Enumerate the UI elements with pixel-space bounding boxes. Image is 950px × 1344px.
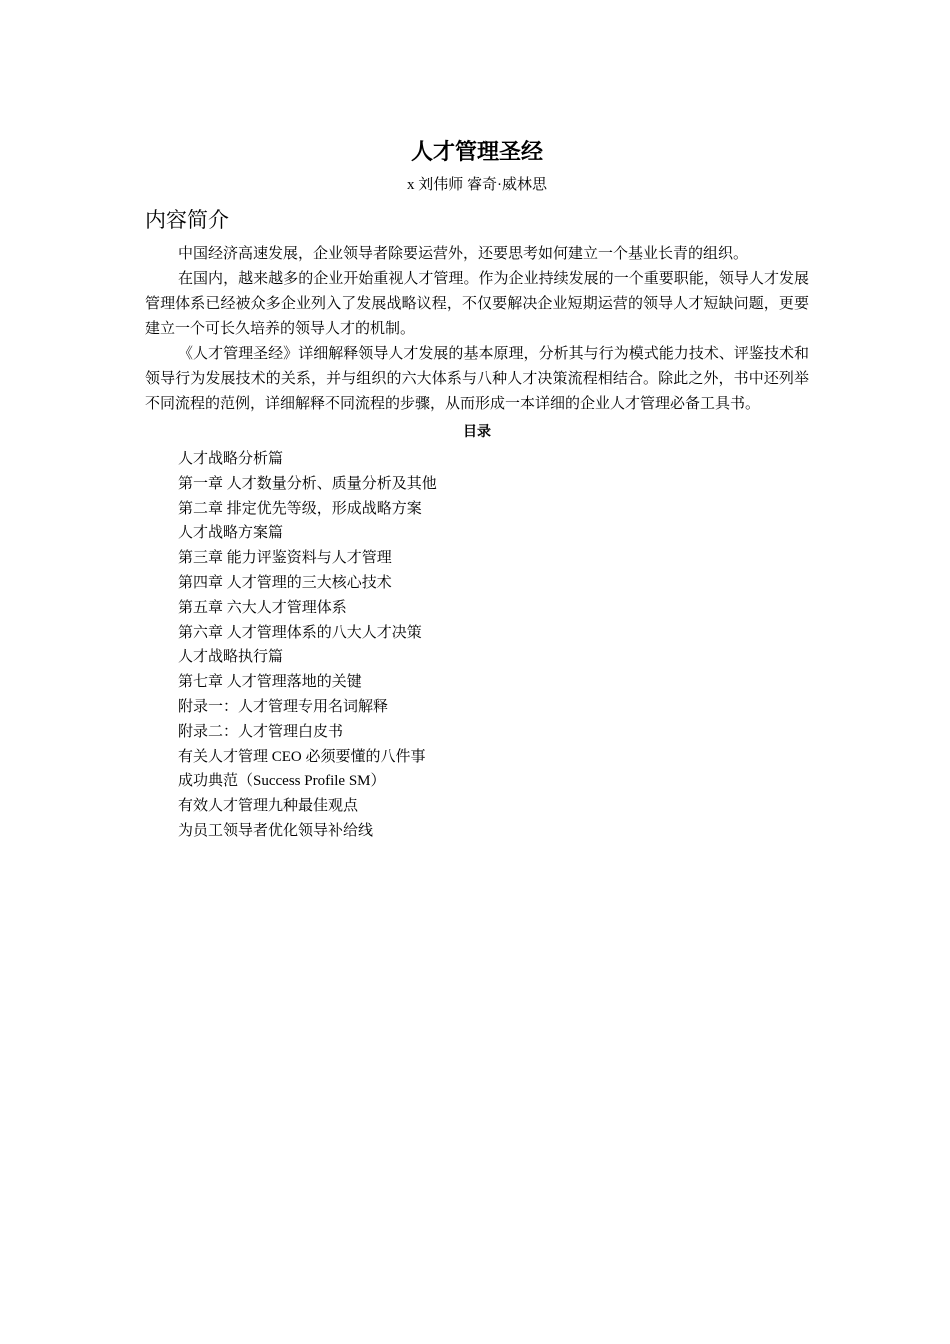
toc-item: 附录二：人才管理白皮书: [178, 723, 344, 740]
toc-item: 为员工领导者优化领导补给线: [178, 822, 374, 839]
toc-list: [145, 447, 809, 844]
intro-paragraph-2: 在国内，越来越多的企业开始重视人才管理。作为企业持续发展的一个重要职能，领导人才发展管理体系已经被众多企业列入了发展战略议程，不仅要解决企业短期运营的领导人才短缺问题，更要建立一个可长久培养的领导人才的机制。: [145, 271, 809, 337]
toc-item: 成功典范（Success Profile SM）: [178, 773, 386, 790]
toc-item: 人才战略分析篇: [178, 451, 284, 467]
intro-body: [145, 242, 809, 417]
intro-paragraph-1: 中国经济高速发展，企业领导者除要运营外，还要思考如何建立一个基业长青的组织。: [178, 246, 749, 262]
intro-heading: 内容简介: [145, 209, 229, 232]
toc-item: 第四章 人才管理的三大核心技术: [178, 574, 392, 591]
toc-item: 有关人才管理 CEO 必须要懂的八件事: [178, 748, 426, 765]
toc-item: 第五章 六大人才管理体系: [178, 599, 347, 616]
toc-item: 第七章 人才管理落地的关键: [178, 674, 362, 691]
toc-item: 第六章 人才管理体系的八大人才决策: [178, 624, 422, 641]
toc-item: 人才战略执行篇: [178, 649, 284, 666]
toc-item: 第三章 能力评鉴资料与人才管理: [178, 550, 392, 567]
toc-item: 人才战略方案篇: [178, 525, 284, 542]
intro-paragraph-3: 《人才管理圣经》详细解释领导人才发展的基本原理，分析其与行为模式能力技术、评鉴技术和领导行为发展技术的关系，并与组织的六大体系与八种人才决策流程相结合。除此之外，书中还列举不同流程的范例，详细解释不同流程的步骤，从而形成一本详细的企业人才管理必备工具书。: [145, 346, 809, 412]
document-authors: x 刘伟师 睿奇·威林思: [407, 177, 547, 193]
toc-item: 有效人才管理九种最佳观点: [178, 798, 359, 815]
toc-item: 第一章 人才数量分析、质量分析及其他: [178, 475, 437, 492]
document-title: 人才管理圣经: [410, 139, 543, 164]
toc-item: 附录一：人才管理专用名词解释: [178, 698, 389, 715]
toc-item: 第二章 排定优先等级，形成战略方案: [178, 500, 422, 517]
toc-heading: 目录: [463, 425, 491, 440]
document-page: [145, 136, 809, 844]
